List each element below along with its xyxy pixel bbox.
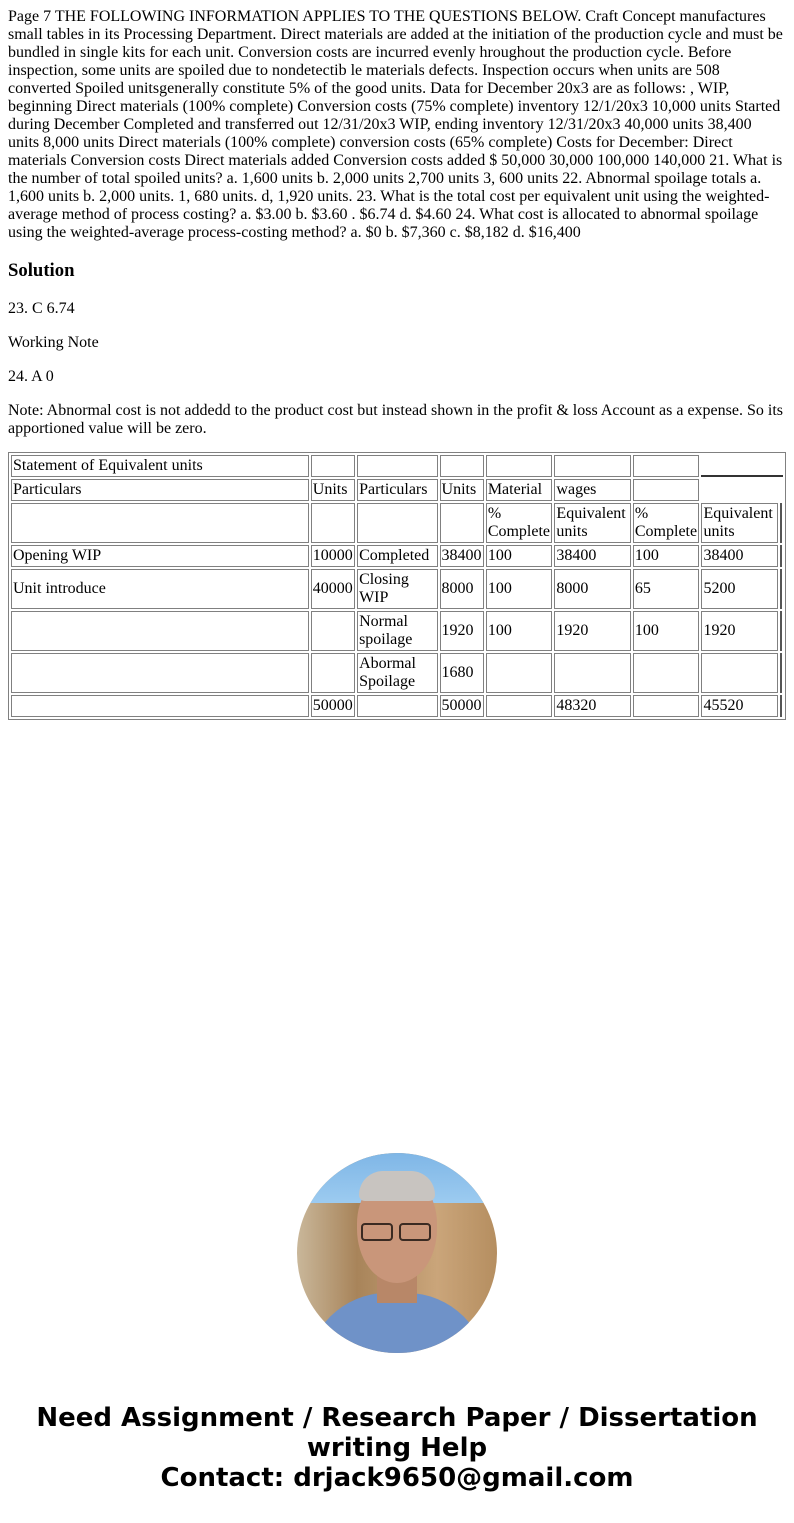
glasses-icon xyxy=(361,1223,431,1239)
table-subheader-cell: % Complete xyxy=(633,503,700,543)
table-cell: 8000 xyxy=(554,569,630,609)
footer-contact[interactable]: Contact: drjack9650@gmail.com xyxy=(160,1463,634,1493)
table-cell xyxy=(633,695,700,717)
table-cell xyxy=(311,455,355,477)
table-cell xyxy=(311,611,355,651)
table-row xyxy=(11,611,783,651)
table-row xyxy=(11,545,783,567)
table-cell: 100 xyxy=(486,545,553,567)
table-cell: 1920 xyxy=(554,611,630,651)
table-edge xyxy=(780,611,783,651)
table-cell: 48320 xyxy=(554,695,630,717)
table-subheader-cell xyxy=(440,503,484,543)
table-cell: Normal spoilage xyxy=(357,611,437,651)
table-cell xyxy=(311,653,355,693)
question-text: Page 7 THE FOLLOWING INFORMATION APPLIES TO THE QUESTIONS BELOW. Craft Concept manufactures small tables in its Processing Department. Direct materials are added at the initiation of the production cycle and must be bundled in single kits for each unit. Conversion costs are incurred evenly hroughout the production cycle. Before inspection, some units are spoiled due to nondetectib le materials defects. Inspection occurs when units are 508 converted Spoiled unitsgenerally constitute 5% of the good units. Data for December 20x3 are as follows: , WIP, beginning Direct materials (100% complete) Conversion costs (75% complete) inventory 12/1/20x3 10,000 units Started during December Completed and transferred out 12/31/20x3 WIP, ending inventory 12/31/20x3 40,000 units 38,400 units 8,000 units Direct materials (100% complete) conversion costs (65% complete) Costs for December: Direct materials Conversion costs Direct materials added Conversion costs added $ 50,000 30,000 100,000 140,000 21. What is the number of total spoiled units? a. 1,600 units b. 2,000 units 2,700 units 3, 600 units 22. Abnormal spoilage totals a. 1,600 units b. 2,000 units. 1, 680 units. d, 1,920 units. 23. What is the total cost per equivalent unit using the weighted-average method of process costing? a. $3.00 b. $3.60 . $6.74 d. $4.60 24. What cost is allocated to abnormal spoilage using the weighted-average process-costing method? a. $0 b. $7,360 c. $8,182 d. $16,400 xyxy=(8,8,783,241)
table-cell xyxy=(633,455,700,477)
table-cell: 65 xyxy=(633,569,700,609)
table-cell: 1680 xyxy=(440,653,484,693)
table-cell: 100 xyxy=(486,569,553,609)
table-cell: 38400 xyxy=(440,545,484,567)
table-cell: 10000 xyxy=(311,545,355,567)
table-cell: Unit introduce xyxy=(11,569,309,609)
solution-heading: Solution xyxy=(8,260,75,281)
table-cell xyxy=(554,653,630,693)
footer-banner xyxy=(0,1403,794,1493)
document xyxy=(0,0,794,728)
table-cell: Closing WIP xyxy=(357,569,437,609)
table-cell xyxy=(486,455,553,477)
table-subheader-cell: Equivalent units xyxy=(701,503,777,543)
table-subheader-cell xyxy=(357,503,437,543)
table-cell xyxy=(357,455,437,477)
table-row xyxy=(11,695,783,717)
table-cell xyxy=(701,653,777,693)
table-cell: 8000 xyxy=(440,569,484,609)
table-cell: 100 xyxy=(486,611,553,651)
table-cell xyxy=(440,455,484,477)
table-header-cell: Units xyxy=(311,479,355,501)
table-cell: 100 xyxy=(633,611,700,651)
table-cell xyxy=(701,479,783,501)
table-cell xyxy=(633,653,700,693)
table-edge xyxy=(780,545,783,567)
table-header-row xyxy=(11,479,783,501)
table-edge xyxy=(780,569,783,609)
table-cell: 50000 xyxy=(311,695,355,717)
table-edge xyxy=(780,695,783,717)
table-cell: 45520 xyxy=(701,695,777,717)
answer-23: 23. C 6.74 xyxy=(8,300,75,317)
table-row xyxy=(11,569,783,609)
table-cell: 1920 xyxy=(701,611,777,651)
table-header-cell: Units xyxy=(440,479,484,501)
table-edge xyxy=(780,503,783,543)
table-subheader-cell: Equivalent units xyxy=(554,503,630,543)
table-header-cell: Particulars xyxy=(357,479,437,501)
table-title-row xyxy=(11,455,783,477)
table-cell: 50000 xyxy=(440,695,484,717)
table-cell: 38400 xyxy=(554,545,630,567)
table-cell: Opening WIP xyxy=(11,545,309,567)
equivalent-units-table xyxy=(8,452,786,720)
table-header-cell: Particulars xyxy=(11,479,309,501)
table-subheader-cell xyxy=(11,503,309,543)
table-cell: Abormal Spoilage xyxy=(357,653,437,693)
table-header-cell: wages xyxy=(554,479,630,501)
table-cell xyxy=(11,653,309,693)
table-row xyxy=(11,653,783,693)
working-note-label: Working Note xyxy=(8,334,99,351)
table-subheader-row xyxy=(11,503,783,543)
table-cell xyxy=(357,695,437,717)
table-cell: 5200 xyxy=(701,569,777,609)
author-photo xyxy=(297,1153,497,1353)
table-cell xyxy=(11,611,309,651)
table-subheader-cell xyxy=(311,503,355,543)
footer-help-text: Need Assignment / Research Paper / Dissertation writing Help xyxy=(36,1403,758,1463)
table-cell xyxy=(701,455,783,477)
table-header-cell: Material xyxy=(486,479,553,501)
answer-24: 24. A 0 xyxy=(8,368,54,385)
table-cell xyxy=(11,695,309,717)
table-cell: Completed xyxy=(357,545,437,567)
table-cell xyxy=(486,653,553,693)
table-edge xyxy=(780,653,783,693)
table-title: Statement of Equivalent units xyxy=(11,455,309,477)
table-cell: 100 xyxy=(633,545,700,567)
table-cell: 40000 xyxy=(311,569,355,609)
table-cell: 38400 xyxy=(701,545,777,567)
table-subheader-cell: % Complete xyxy=(486,503,553,543)
table-cell xyxy=(554,455,630,477)
note: Note: Abnormal cost is not addedd to the product cost but instead shown in the profit & loss Account as a expense. So its apportioned value will be zero. xyxy=(8,402,783,437)
table-header-cell xyxy=(633,479,700,501)
table-cell: 1920 xyxy=(440,611,484,651)
table-cell xyxy=(486,695,553,717)
